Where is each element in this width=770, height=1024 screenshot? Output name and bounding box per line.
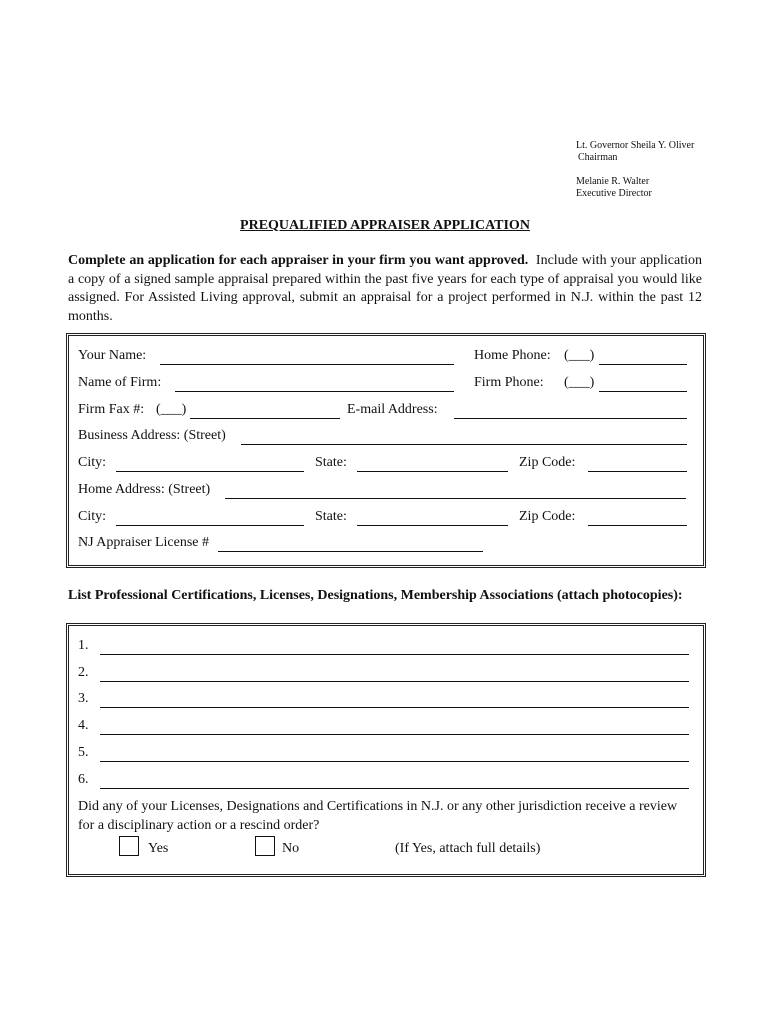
firm-name-field[interactable] <box>175 391 454 392</box>
no-label: No <box>282 841 300 856</box>
email-field[interactable] <box>454 418 687 419</box>
director-title: Executive Director <box>576 188 652 199</box>
page-title: PREQUALIFIED APPRAISER APPLICATION <box>240 218 530 233</box>
disciplinary-question: Did any of your Licenses, Designations and Certifications in N.J. or any other jurisdiction receive a review for a disciplinary action or a rescind order? <box>78 799 678 833</box>
home-phone-field[interactable] <box>599 364 687 365</box>
business-address-label: Business Address: (Street) <box>78 428 226 443</box>
cert-field-2[interactable] <box>100 681 689 682</box>
home-city-field[interactable] <box>116 525 304 526</box>
yes-checkbox[interactable] <box>119 836 139 856</box>
business-zip-field[interactable] <box>588 471 687 472</box>
no-checkbox[interactable] <box>255 836 275 856</box>
license-label: NJ Appraiser License # <box>78 535 210 550</box>
home-address-field[interactable] <box>225 498 686 499</box>
certifications-box <box>66 623 706 877</box>
home-phone-area-code: (___) <box>564 348 595 363</box>
business-state-label: State: <box>315 455 347 470</box>
home-zip-field[interactable] <box>588 525 687 526</box>
cert-number-1: 1. <box>78 638 89 653</box>
cert-field-6[interactable] <box>100 788 689 789</box>
home-zip-label: Zip Code: <box>519 509 576 524</box>
business-address-field[interactable] <box>241 444 687 445</box>
firm-fax-field[interactable] <box>190 418 340 419</box>
cert-number-3: 3. <box>78 691 89 706</box>
cert-field-3[interactable] <box>100 707 689 708</box>
firm-name-label: Name of Firm: <box>78 375 162 390</box>
instructions-bold: Complete an application for each appraiser in your firm you want approved. <box>68 253 529 268</box>
home-city-label: City: <box>78 509 107 524</box>
business-state-field[interactable] <box>357 471 508 472</box>
cert-number-6: 6. <box>78 772 89 787</box>
cert-number-5: 5. <box>78 745 89 760</box>
chair-title: Chairman <box>578 152 618 163</box>
attach-details-note: (If Yes, attach full details) <box>395 841 541 856</box>
cert-field-4[interactable] <box>100 734 689 735</box>
business-zip-label: Zip Code: <box>519 455 576 470</box>
cert-field-5[interactable] <box>100 761 689 762</box>
cert-number-4: 4. <box>78 718 89 733</box>
home-phone-label: Home Phone: <box>474 348 551 363</box>
cert-field-1[interactable] <box>100 654 689 655</box>
license-field[interactable] <box>218 551 483 552</box>
instructions-text: Include with your application a copy of a signed sample appraisal prepared within the past five years for each type of appraisal you would like assigned. For Assisted Living approval, submit an appraisal for a project performed in N.J. within the past 12 months. <box>68 253 703 324</box>
home-address-label: Home Address: (Street) <box>78 482 211 497</box>
home-state-label: State: <box>315 509 347 524</box>
your-name-field[interactable] <box>160 364 454 365</box>
firm-fax-area-code: (___) <box>156 402 187 417</box>
firm-fax-label: Firm Fax #: <box>78 402 145 417</box>
chair-name: Lt. Governor Sheila Y. Oliver <box>576 140 695 151</box>
applicant-info-box <box>66 333 706 568</box>
email-label: E-mail Address: <box>347 402 438 417</box>
business-city-field[interactable] <box>116 471 304 472</box>
instructions <box>68 252 702 326</box>
home-state-field[interactable] <box>357 525 508 526</box>
yes-label: Yes <box>148 841 169 856</box>
firm-phone-area-code: (___) <box>564 375 595 390</box>
firm-phone-label: Firm Phone: <box>474 375 544 390</box>
certifications-heading: List Professional Certifications, Licenses, Designations, Membership Associations (attach photocopies): <box>68 588 683 603</box>
letterhead-officials <box>576 140 694 200</box>
director-name: Melanie R. Walter <box>576 176 650 187</box>
firm-phone-field[interactable] <box>599 391 687 392</box>
business-city-label: City: <box>78 455 107 470</box>
cert-number-2: 2. <box>78 665 89 680</box>
your-name-label: Your Name: <box>78 348 147 363</box>
